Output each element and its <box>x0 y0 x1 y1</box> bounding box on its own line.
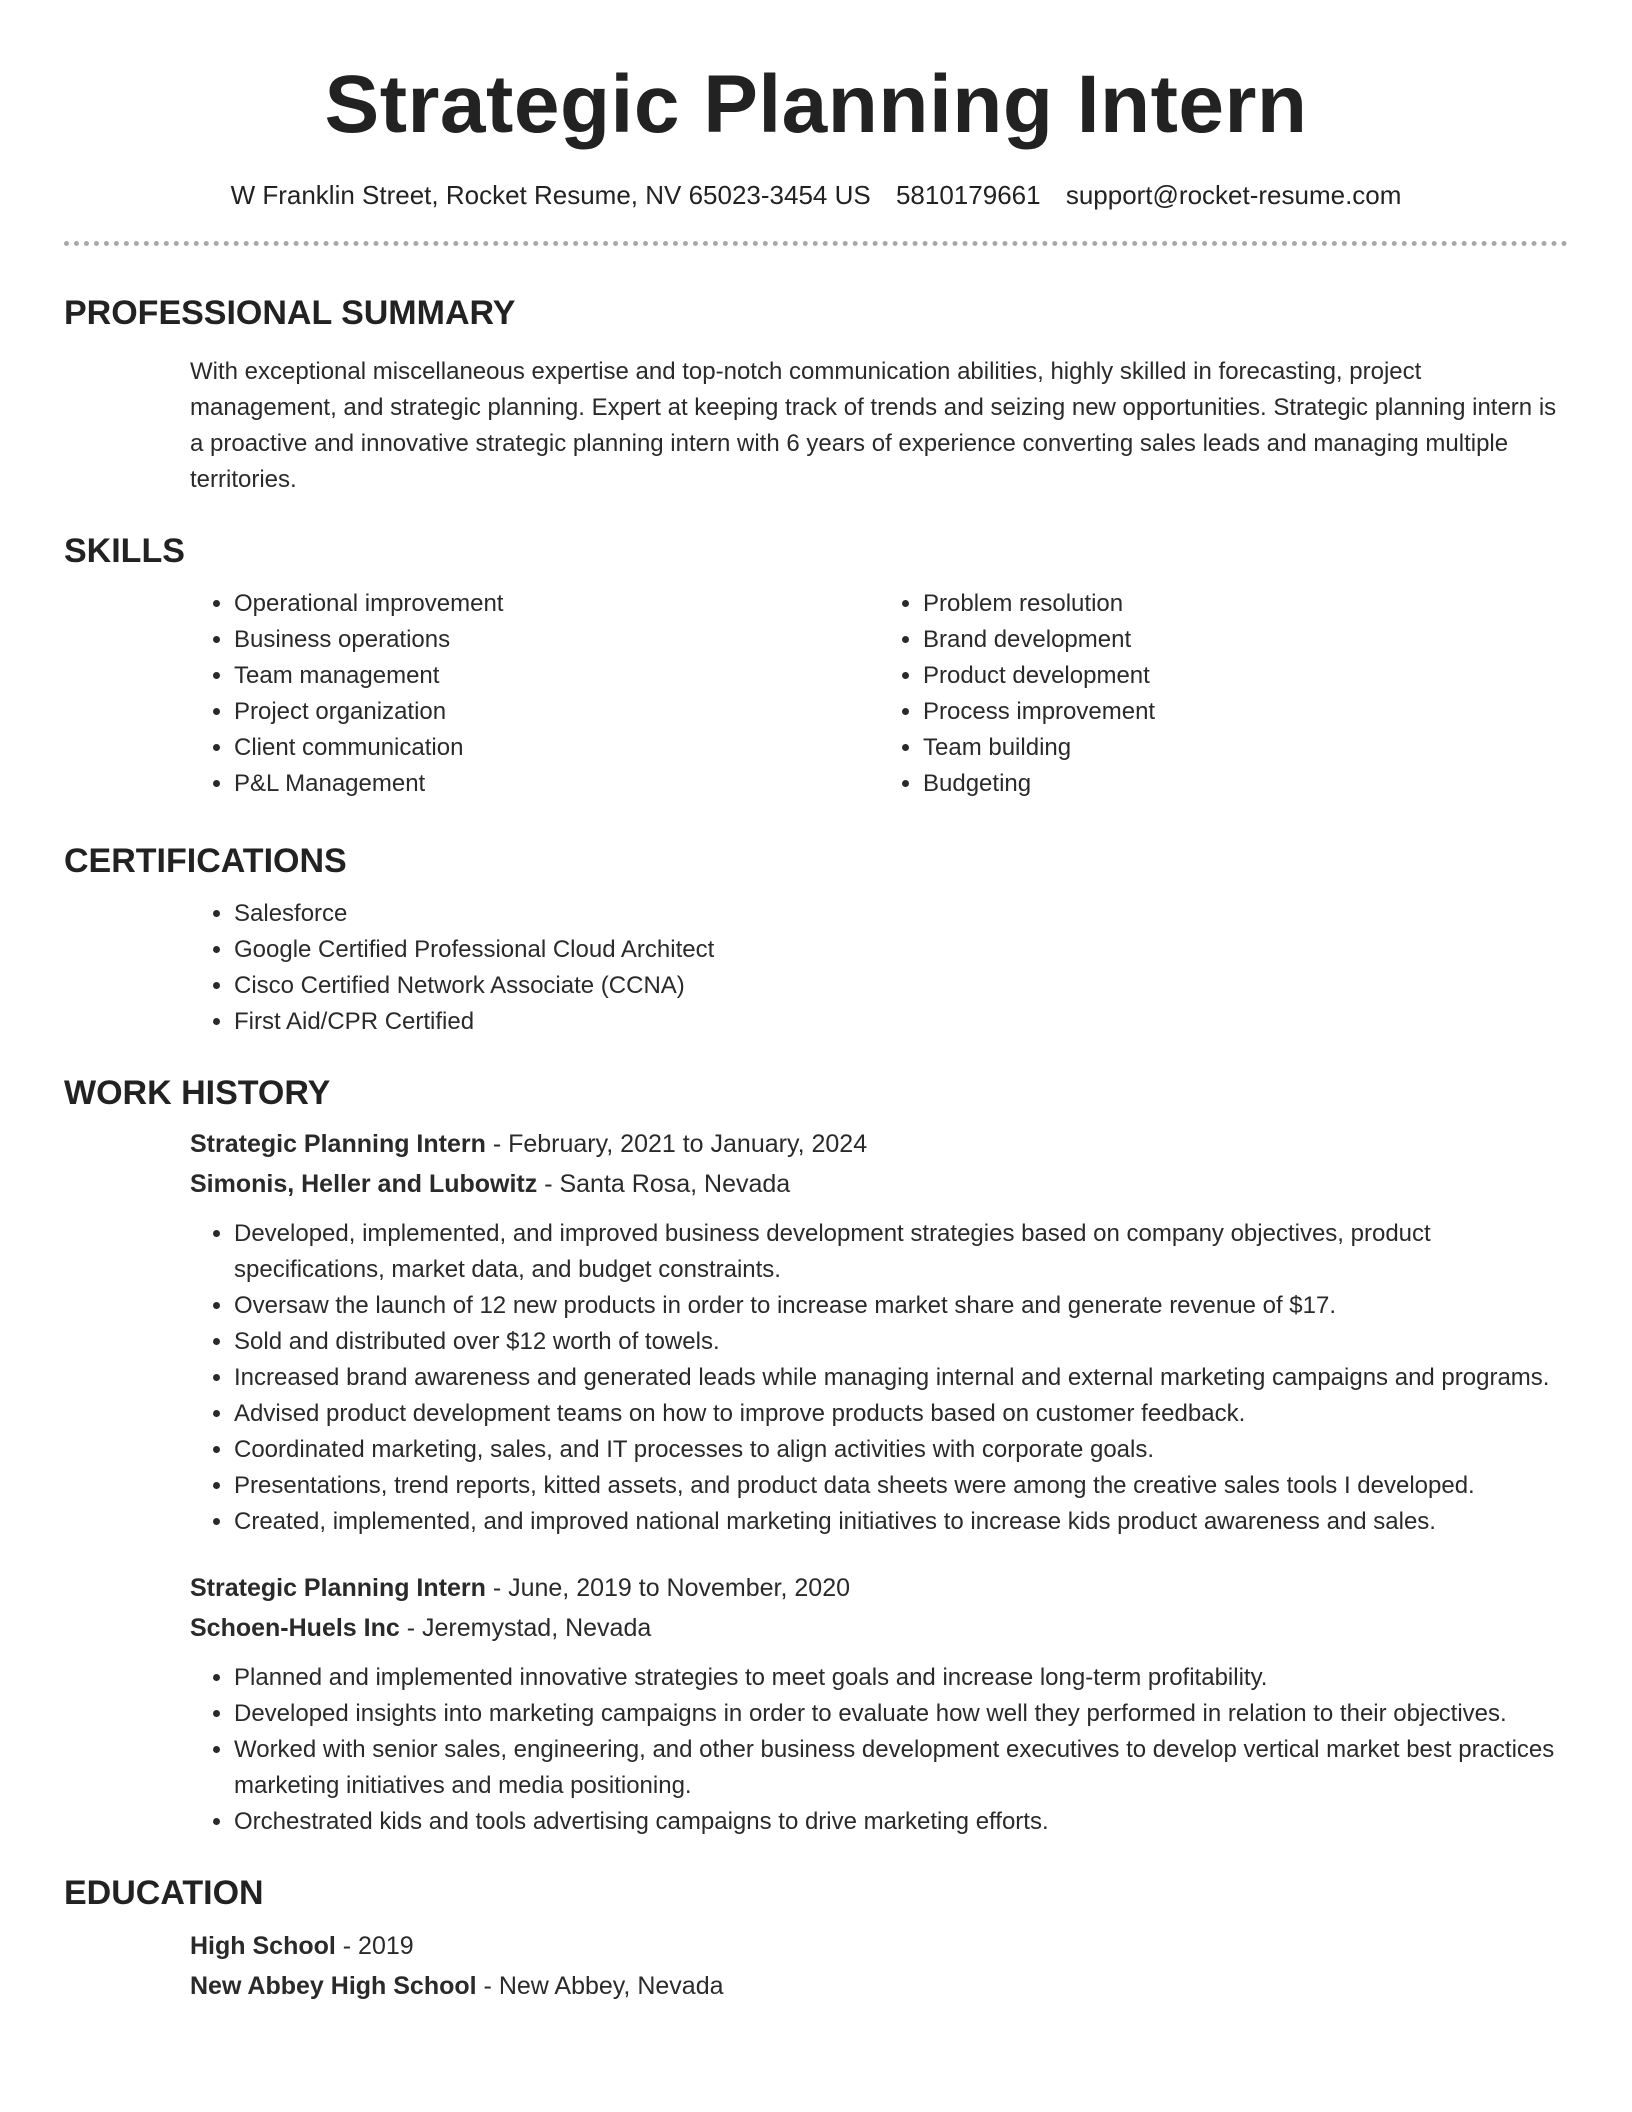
job-location: - Santa Rosa, Nevada <box>537 1170 791 1199</box>
skills-column-right <box>879 586 1568 802</box>
education-degree-line <box>190 1926 1568 1966</box>
certification-item: • First Aid/CPR Certified <box>234 1004 1568 1040</box>
skill-item: • Client communication <box>234 730 879 766</box>
skills-list <box>190 586 1568 802</box>
education-heading: EDUCATION <box>64 1874 264 1913</box>
job-entry <box>190 1568 1568 1840</box>
skill-item: • Business operations <box>234 622 879 658</box>
summary-heading: PROFESSIONAL SUMMARY <box>64 294 516 333</box>
job-bullet: • Orchestrated kids and tools advertising campaigns to drive marketing efforts. <box>234 1804 1568 1840</box>
job-bullet: • Developed insights into marketing campaigns in order to evaluate how well they performed in relation to their objectives. <box>234 1696 1568 1732</box>
job-company: Simonis, Heller and Lubowitz <box>190 1170 538 1199</box>
work-history-heading: WORK HISTORY <box>64 1074 331 1113</box>
skill-item: • Team building <box>923 730 1568 766</box>
job-dates: - June, 2019 to November, 2020 <box>485 1574 850 1603</box>
certification-item: • Google Certified Professional Cloud Architect <box>234 932 1568 968</box>
certification-item: • Salesforce <box>234 896 1568 932</box>
job-company: Schoen-Huels Inc <box>190 1614 400 1643</box>
job-role: Strategic Planning Intern <box>190 1574 486 1603</box>
job-bullet: • Presentations, trend reports, kitted assets, and product data sheets were among the creative sales tools I developed. <box>234 1468 1568 1504</box>
job-bullet: • Worked with senior sales, engineering, and other business development executives to develop vertical market best practices marketing initiatives and media positioning. <box>234 1732 1568 1804</box>
contact-line <box>64 180 1568 211</box>
job-company-line <box>190 1608 1568 1648</box>
job-bullet: • Increased brand awareness and generated leads while managing internal and external marketing campaigns and programs. <box>234 1360 1568 1396</box>
job-bullets <box>190 1660 1568 1840</box>
skill-item: • Project organization <box>234 694 879 730</box>
education-year: - 2019 <box>335 1932 414 1961</box>
job-entry <box>190 1124 1568 1540</box>
job-bullet: • Advised product development teams on how to improve products based on customer feedback. <box>234 1396 1568 1432</box>
header-divider <box>64 241 1568 246</box>
job-location: - Jeremystad, Nevada <box>399 1614 652 1643</box>
job-bullet: • Oversaw the launch of 12 new products in order to increase market share and generate revenue of $17. <box>234 1288 1568 1324</box>
skills-heading: SKILLS <box>64 532 185 571</box>
education-school-line <box>190 1966 1568 2006</box>
contact-address: W Franklin Street, Rocket Resume, NV 65023-3454 US <box>230 180 871 210</box>
skill-item: • P&L Management <box>234 766 879 802</box>
skill-item: • Process improvement <box>923 694 1568 730</box>
job-bullet: • Coordinated marketing, sales, and IT processes to align activities with corporate goals. <box>234 1432 1568 1468</box>
job-bullet: • Planned and implemented innovative strategies to meet goals and increase long-term profitability. <box>234 1660 1568 1696</box>
job-role: Strategic Planning Intern <box>190 1130 486 1159</box>
contact-phone: 5810179661 <box>895 180 1041 210</box>
contact-email: support@rocket-resume.com <box>1065 180 1402 210</box>
certifications-list <box>190 896 1568 1040</box>
certifications-heading: CERTIFICATIONS <box>64 842 347 881</box>
job-role-line <box>190 1124 1568 1164</box>
skill-item: • Product development <box>923 658 1568 694</box>
job-bullet: • Developed, implemented, and improved business development strategies based on company objectives, product specifications, market data, and budget constraints. <box>234 1216 1568 1288</box>
skill-item: • Team management <box>234 658 879 694</box>
education-degree: High School <box>190 1932 336 1961</box>
job-role-line <box>190 1568 1568 1608</box>
job-bullet: • Sold and distributed over $12 worth of towels. <box>234 1324 1568 1360</box>
skills-column-left <box>190 586 879 802</box>
skill-item: • Budgeting <box>923 766 1568 802</box>
candidate-name: Strategic Planning Intern <box>324 59 1308 150</box>
skill-item: • Brand development <box>923 622 1568 658</box>
education-school: New Abbey High School <box>190 1972 477 2001</box>
skill-item: • Operational improvement <box>234 586 879 622</box>
skill-item: • Problem resolution <box>923 586 1568 622</box>
summary-text: With exceptional miscellaneous expertise and top-notch communication abilities, highly skilled in forecasting, project management, and strategic planning. Expert at keeping track of trends and seizing new opportunities. Strategic planning intern is a proactive and innovative strategic planning intern with 6 years of experience converting sales leads and managing multiple territories. <box>190 358 1557 494</box>
job-company-line <box>190 1164 1568 1204</box>
job-dates: - February, 2021 to January, 2024 <box>485 1130 868 1159</box>
education-entry <box>190 1926 1568 2006</box>
job-bullets <box>190 1216 1568 1540</box>
certification-item: • Cisco Certified Network Associate (CCNA) <box>234 968 1568 1004</box>
job-bullet: • Created, implemented, and improved national marketing initiatives to increase kids product awareness and sales. <box>234 1504 1568 1540</box>
education-location: - New Abbey, Nevada <box>476 1972 724 2001</box>
